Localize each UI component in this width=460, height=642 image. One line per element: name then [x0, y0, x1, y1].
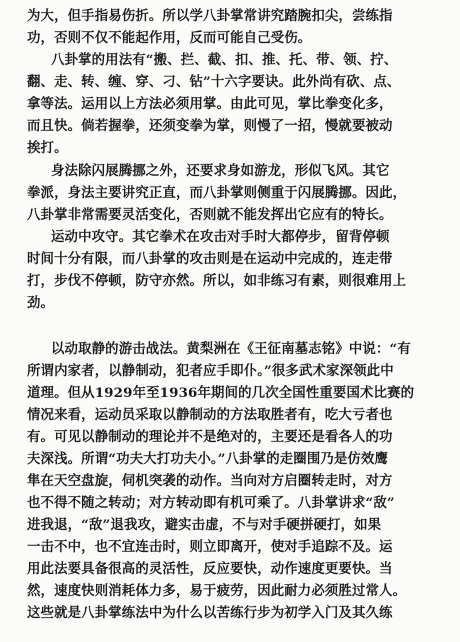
body-text-line: 八卦掌的用法有“搬、拦、截、扣、推、托、带、领、拧、 — [51, 52, 398, 68]
body-text-line: 时间十分有限，而八卦掌的攻击则是在运动中完成的，连走带 — [27, 251, 393, 267]
body-text-line: 打，步伐不停顿，防守亦然。所以，如非练习有素，则很难用上 — [27, 273, 407, 289]
body-text-line: 为大，但手指易伤折。所以学八卦掌常讲究踏腕扣尖，尝练指 — [27, 8, 393, 24]
body-text-line: 劲。 — [27, 295, 55, 311]
body-text-line: 翻、走、转、缠、穿、刁、钻”十六字要诀。此外尚有砍、点、 — [27, 74, 401, 90]
body-text-line: 也不得不随之转动；对方转动即有机可乘了。八卦掌讲求“敌” — [27, 495, 395, 511]
body-text-line: 拿等法。运用以上方法必须用掌。由此可见，掌比拳变化多， — [27, 96, 393, 112]
body-text-line: 以动取静的游击战法。黄梨洲在《王征南墓志铭》中说：“有 — [51, 341, 411, 357]
body-text-line: 挨打。 — [27, 140, 68, 156]
body-text-line: 而且快。倘若握拳，还须变拳为掌，则慢了一招，慢就要被动 — [27, 118, 393, 134]
body-text-line: 夫深浅。所谓“功夫大打功夫小。”八卦掌的走圈围乃是仿效鹰 — [27, 451, 389, 467]
body-text-line: 然，速度快则消耗体力多，易于疲劳，因此耐力必须胜过常人。 — [27, 583, 407, 599]
body-text-line: 八卦掌非常需要灵活变化，否则就不能发挥出它应有的特长。 — [27, 207, 393, 223]
body-text-line: 身法除闪展腾挪之外，还要求身如游龙，形似飞风。其它 — [51, 163, 390, 179]
body-text-line: 拳派，身法主要讲究正直，而八卦掌则侧重于闪展腾挪。因此， — [27, 185, 407, 201]
body-text-line: 所谓内家者，以静制动，犯者应手即仆。”很多武术家深领此中 — [27, 363, 394, 379]
body-text-line: 情况来看，运动员采取以静制动的方法取胜者有，吃大亏者也 — [27, 407, 393, 423]
body-text-line: 道理。但从1929年至1936年期间的几次全国性重要国术比赛的 — [27, 385, 415, 401]
body-text-line: 功，否则不仅不能起作用，反而可能自己受伤。 — [27, 30, 312, 46]
body-text-line: 隼在天空盘旋，伺机突袭的动作。当向对方启圈转走时，对方 — [27, 473, 393, 489]
body-text-line: 进我退，“敌”退我攻，避实击虚，不与对手硬拼硬打，如果 — [27, 517, 382, 533]
body-text-line: 运动中攻守。其它拳术在攻击对手时大都停步，留背停顿 — [51, 229, 390, 245]
body-text-line: 这些就是八卦掌练法中为什么以苦练行步为初学入门及其久练 — [27, 605, 393, 621]
body-text-line: 用此法要具备很高的灵活性，反应要快，动作速度更要快。当 — [27, 561, 393, 577]
body-text-line: 有。可见以静制动的理论并不是绝对的，主要还是看各人的功 — [27, 429, 393, 445]
body-text-line: 一击不中，也不宜连击时，则立即离开，使对手追踪不及。运 — [27, 539, 393, 555]
